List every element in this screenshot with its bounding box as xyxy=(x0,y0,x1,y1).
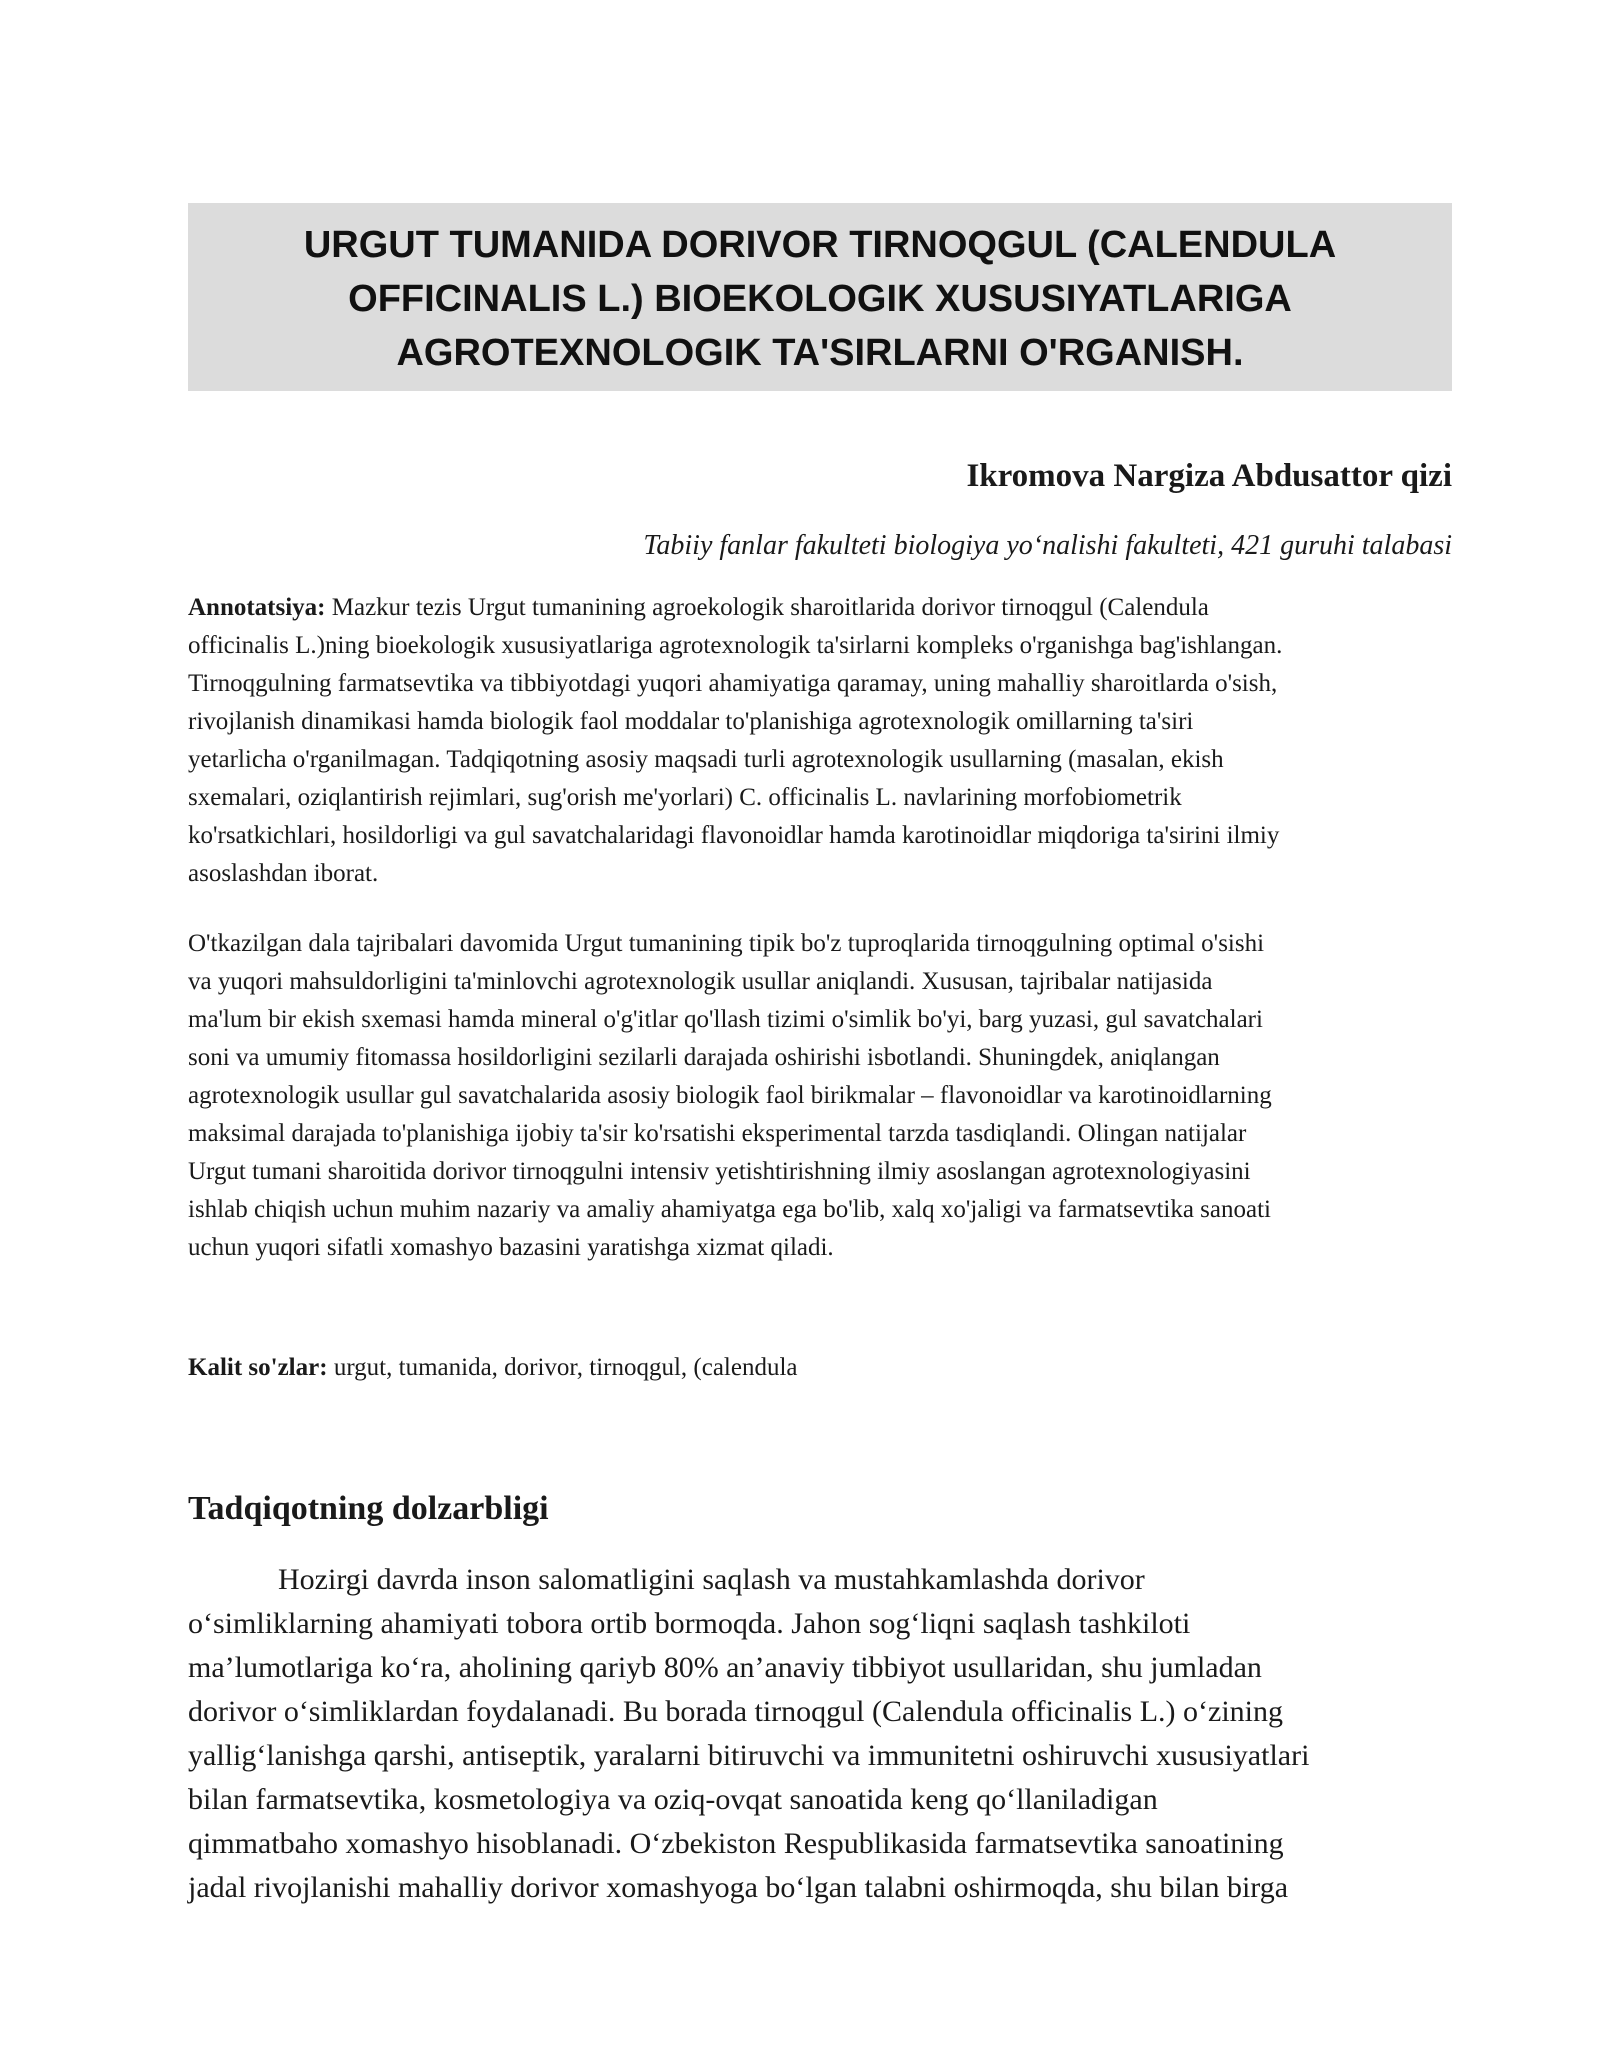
abstract-paragraph-2 xyxy=(188,925,1272,1267)
title-line-2: OFFICINALIS L.) BIOEKOLOGIK XUSUSIYATLARIGA xyxy=(348,278,1292,320)
abstract-line: soni va umumiy fitomassa hosildorligini sezilarli darajada oshirishi isbotlandi. Shuningdek, aniqlangan xyxy=(188,1044,1220,1071)
abstract-line: Tirnoqgulning farmatsevtika va tibbiyotdagi yuqori ahamiyatiga qaramay, uning mahalliy sharoitlarda o'sish, xyxy=(188,670,1278,697)
abstract-line: ishlab chiqish uchun muhim nazariy va amaliy ahamiyatga ega bo'lib, xalq xo'jaligi va farmatsevtika sanoati xyxy=(188,1196,1271,1223)
title-line-3: AGROTEXNOLOGIK TA'SIRLARNI O'RGANISH. xyxy=(396,332,1244,374)
author-name: Ikromova Nargiza Abdusattor qizi xyxy=(966,458,1452,494)
body-line: bilan farmatsevtika, kosmetologiya va oziq-ovqat sanoatida keng qo‘llaniladigan xyxy=(188,1783,1158,1816)
abstract-line: officinalis L.)ning bioekologik xususiyatlariga agrotexnologik ta'sirlarni kompleks o'rganishga bag'ishlangan. xyxy=(188,632,1283,659)
title-box xyxy=(188,203,1452,391)
author-affiliation: Tabiiy fanlar fakulteti biologiya yo‘nalishi fakulteti, 421 guruhi talabasi xyxy=(643,530,1452,561)
abstract-line: O'tkazilgan dala tajribalari davomida Urgut tumanining tipik bo'z tuproqlarida tirnoqgulning optimal o'sishi xyxy=(188,930,1265,957)
keywords-text: urgut, tumanida, dorivor, tirnoqgul, (calendula xyxy=(327,1354,798,1381)
abstract-line: ma'lum bir ekish sxemasi hamda mineral o'g'itlar qo'llash tizimi o'simlik bo'yi, barg yuzasi, gul savatchalari xyxy=(188,1006,1263,1033)
body-line: dorivor o‘simliklardan foydalanadi. Bu borada tirnoqgul (Calendula officinalis L.) o‘zining xyxy=(188,1695,1283,1728)
title-line-1: URGUT TUMANIDA DORIVOR TIRNOQGUL (CALENDULA xyxy=(303,224,1337,266)
section-heading: Tadqiqotning dolzarbligi xyxy=(188,1490,549,1527)
body-line: o‘simliklarning ahamiyati tobora ortib bormoqda. Jahon sog‘liqni saqlash tashkiloti xyxy=(188,1607,1191,1640)
abstract-line: maksimal darajada to'planishiga ijobiy ta'sir ko'rsatishi eksperimental tarzda tasdiqlandi. Olingan natijalar xyxy=(188,1120,1247,1147)
abstract-label: Annotatsiya: xyxy=(188,594,326,621)
section-body xyxy=(188,1558,1309,1910)
keywords-label: Kalit so'zlar: xyxy=(188,1354,328,1381)
abstract-line: yetarlicha o'rganilmagan. Tadqiqotning asosiy maqsadi turli agrotexnologik usullarning (masalan, ekish xyxy=(188,746,1224,773)
body-line: ma’lumotlariga ko‘ra, aholining qariyb 80% an’anaviy tibbiyot usullaridan, shu jumladan xyxy=(188,1651,1262,1684)
body-line: yallig‘lanishga qarshi, antiseptik, yaralarni bitiruvchi va immunitetni oshiruvchi xususiyatlari xyxy=(188,1739,1310,1772)
abstract-paragraph-1 xyxy=(188,589,1282,893)
body-line: qimmatbaho xomashyo hisoblanadi. O‘zbekiston Respublikasida farmatsevtika sanoatining xyxy=(188,1827,1284,1860)
abstract-line: va yuqori mahsuldorligini ta'minlovchi agrotexnologik usullar aniqlandi. Xususan, tajribalar natijasida xyxy=(188,968,1213,995)
keywords xyxy=(188,1349,798,1387)
body-line: jadal rivojlanishi mahalliy dorivor xomashyoga bo‘lgan talabni oshirmoqda, shu bilan birga xyxy=(188,1871,1289,1904)
abstract-line: ko'rsatkichlari, hosildorligi va gul savatchalaridagi flavonoidlar hamda karotinoidlar miqdoriga ta'sirini ilmiy xyxy=(188,822,1280,849)
body-line: Hozirgi davrda inson salomatligini saqlash va mustahkamlashda dorivor xyxy=(278,1563,1145,1596)
abstract-line: sxemalari, oziqlantirish rejimlari, sug'orish me'yorlari) C. officinalis L. navlarining morfobiometrik xyxy=(188,784,1182,811)
abstract-line: uchun yuqori sifatli xomashyo bazasini yaratishga xizmat qiladi. xyxy=(188,1234,834,1261)
abstract-line: rivojlanish dinamikasi hamda biologik faol moddalar to'planishiga agrotexnologik omillarning ta'siri xyxy=(188,708,1194,735)
abstract-line: Annotatsiya: Mazkur tezis Urgut tumanining agroekologik sharoitlarida dorivor tirnoqgul (Calendula xyxy=(188,594,1209,621)
abstract-line: Urgut tumani sharoitida dorivor tirnoqgulni intensiv yetishtirishning ilmiy asoslangan agrotexnologiyasini xyxy=(188,1158,1251,1185)
abstract-line: asoslashdan iborat. xyxy=(188,860,379,887)
abstract-line: agrotexnologik usullar gul savatchalarida asosiy biologik faol birikmalar – flavonoidlar va karotinoidlarning xyxy=(188,1082,1272,1109)
